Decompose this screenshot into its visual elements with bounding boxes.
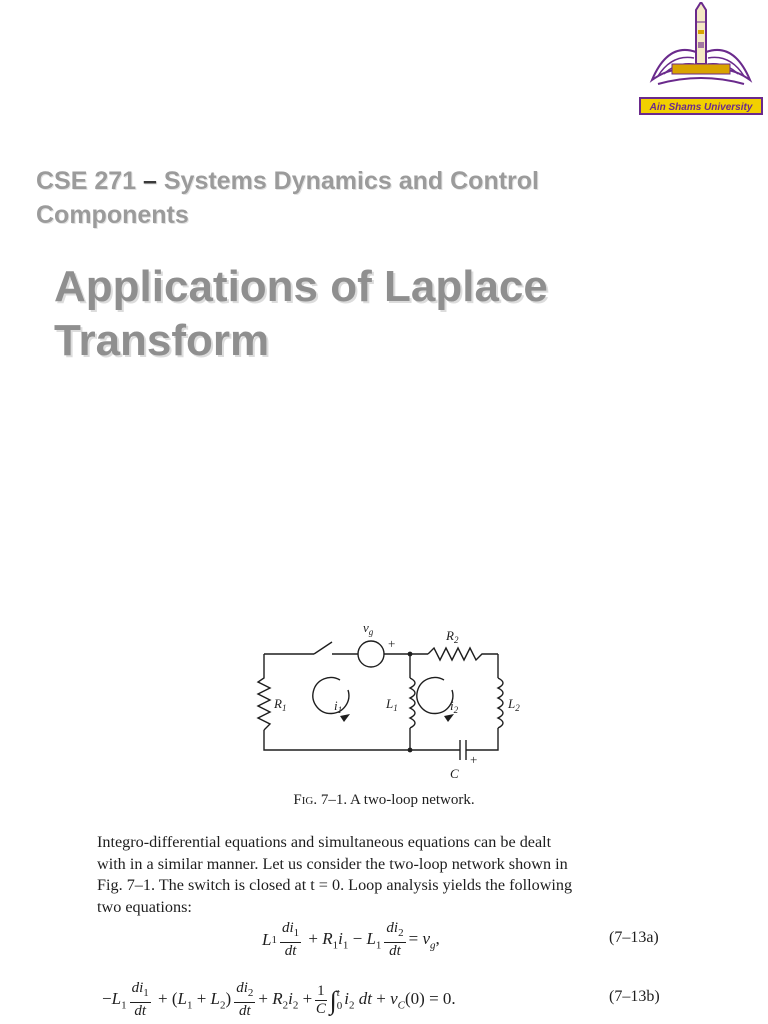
arrowhead-i2 xyxy=(444,714,454,722)
label-l1: $L_1$ xyxy=(386,696,398,713)
paragraph-line: two equations: xyxy=(97,897,192,916)
slide-title xyxy=(54,260,674,368)
equation-label-7-13b: (7–13b) xyxy=(609,988,660,1005)
body-paragraph xyxy=(97,832,687,918)
loop-arrow-i2 xyxy=(417,678,453,714)
course-code: CSE 271 xyxy=(36,167,137,195)
label-r2: $R_2$ xyxy=(446,628,459,645)
wire-right-bottom xyxy=(466,728,498,750)
university-name: Ain Shams University xyxy=(649,102,753,113)
caption-prefix: Fig. 7–1. xyxy=(293,792,348,808)
university-logo xyxy=(638,2,764,116)
label-c: C xyxy=(450,766,459,781)
label-c-plus: + xyxy=(470,752,478,767)
switch xyxy=(314,642,332,654)
label-i2: $i_2$ xyxy=(450,698,459,715)
equation-7-13b: $-L_1$ $\frac{di_1}{dt}$ + $(L_1 + L_2)$ $\frac{di_2}{dt}$ + $R_2i_2$ + $\frac{1}{C}$ ∫ t 0 $i_2$ dt + $v_C(0) = 0$. xyxy=(102,980,456,1019)
label-vg: $v_g$ xyxy=(363,620,374,637)
label-i1: $i_1$ xyxy=(334,698,343,715)
course-name-line2: Components xyxy=(36,201,189,229)
node-top xyxy=(408,652,413,657)
course-dash: – xyxy=(143,167,157,195)
caption-text: A two-loop network. xyxy=(350,792,475,808)
resistor-r1 xyxy=(258,654,270,730)
voltage-source xyxy=(358,641,384,667)
inductor-l1 xyxy=(410,678,415,728)
paragraph-line: with in a similar manner. Let us consider the two-loop network shown in xyxy=(97,854,568,873)
equation-7-13a: L 1 $\frac{di_1}{dt}$ + $R_1i_1 - L_1$ $\frac{di_2}{dt}$ = $v_g$, xyxy=(262,920,440,959)
label-r1: $R_1$ xyxy=(274,696,287,713)
inductor-l2 xyxy=(498,678,503,728)
slide-title-line2: Transform xyxy=(54,316,270,365)
figure-caption xyxy=(0,792,768,809)
wire-bottom-left xyxy=(264,730,410,750)
equation-label-7-13a: (7–13a) xyxy=(609,929,659,946)
resistor-r2 xyxy=(428,648,498,660)
slide-title-line1: Applications of Laplace xyxy=(54,262,548,311)
course-heading xyxy=(36,164,696,232)
arrowhead-i1 xyxy=(340,714,350,722)
paragraph-line: Integro-differential equations and simultaneous equations can be dealt xyxy=(97,833,552,851)
loop-arrow-i1 xyxy=(313,678,349,714)
two-loop-circuit xyxy=(250,618,530,788)
node-bottom xyxy=(408,748,413,753)
course-name-line1: Systems Dynamics and Control xyxy=(163,167,539,195)
paragraph-line: Fig. 7–1. The switch is closed at t = 0. Loop analysis yields the following xyxy=(97,876,573,894)
label-l2: $L_2$ xyxy=(508,696,520,713)
label-vg-plus: + xyxy=(388,636,396,651)
